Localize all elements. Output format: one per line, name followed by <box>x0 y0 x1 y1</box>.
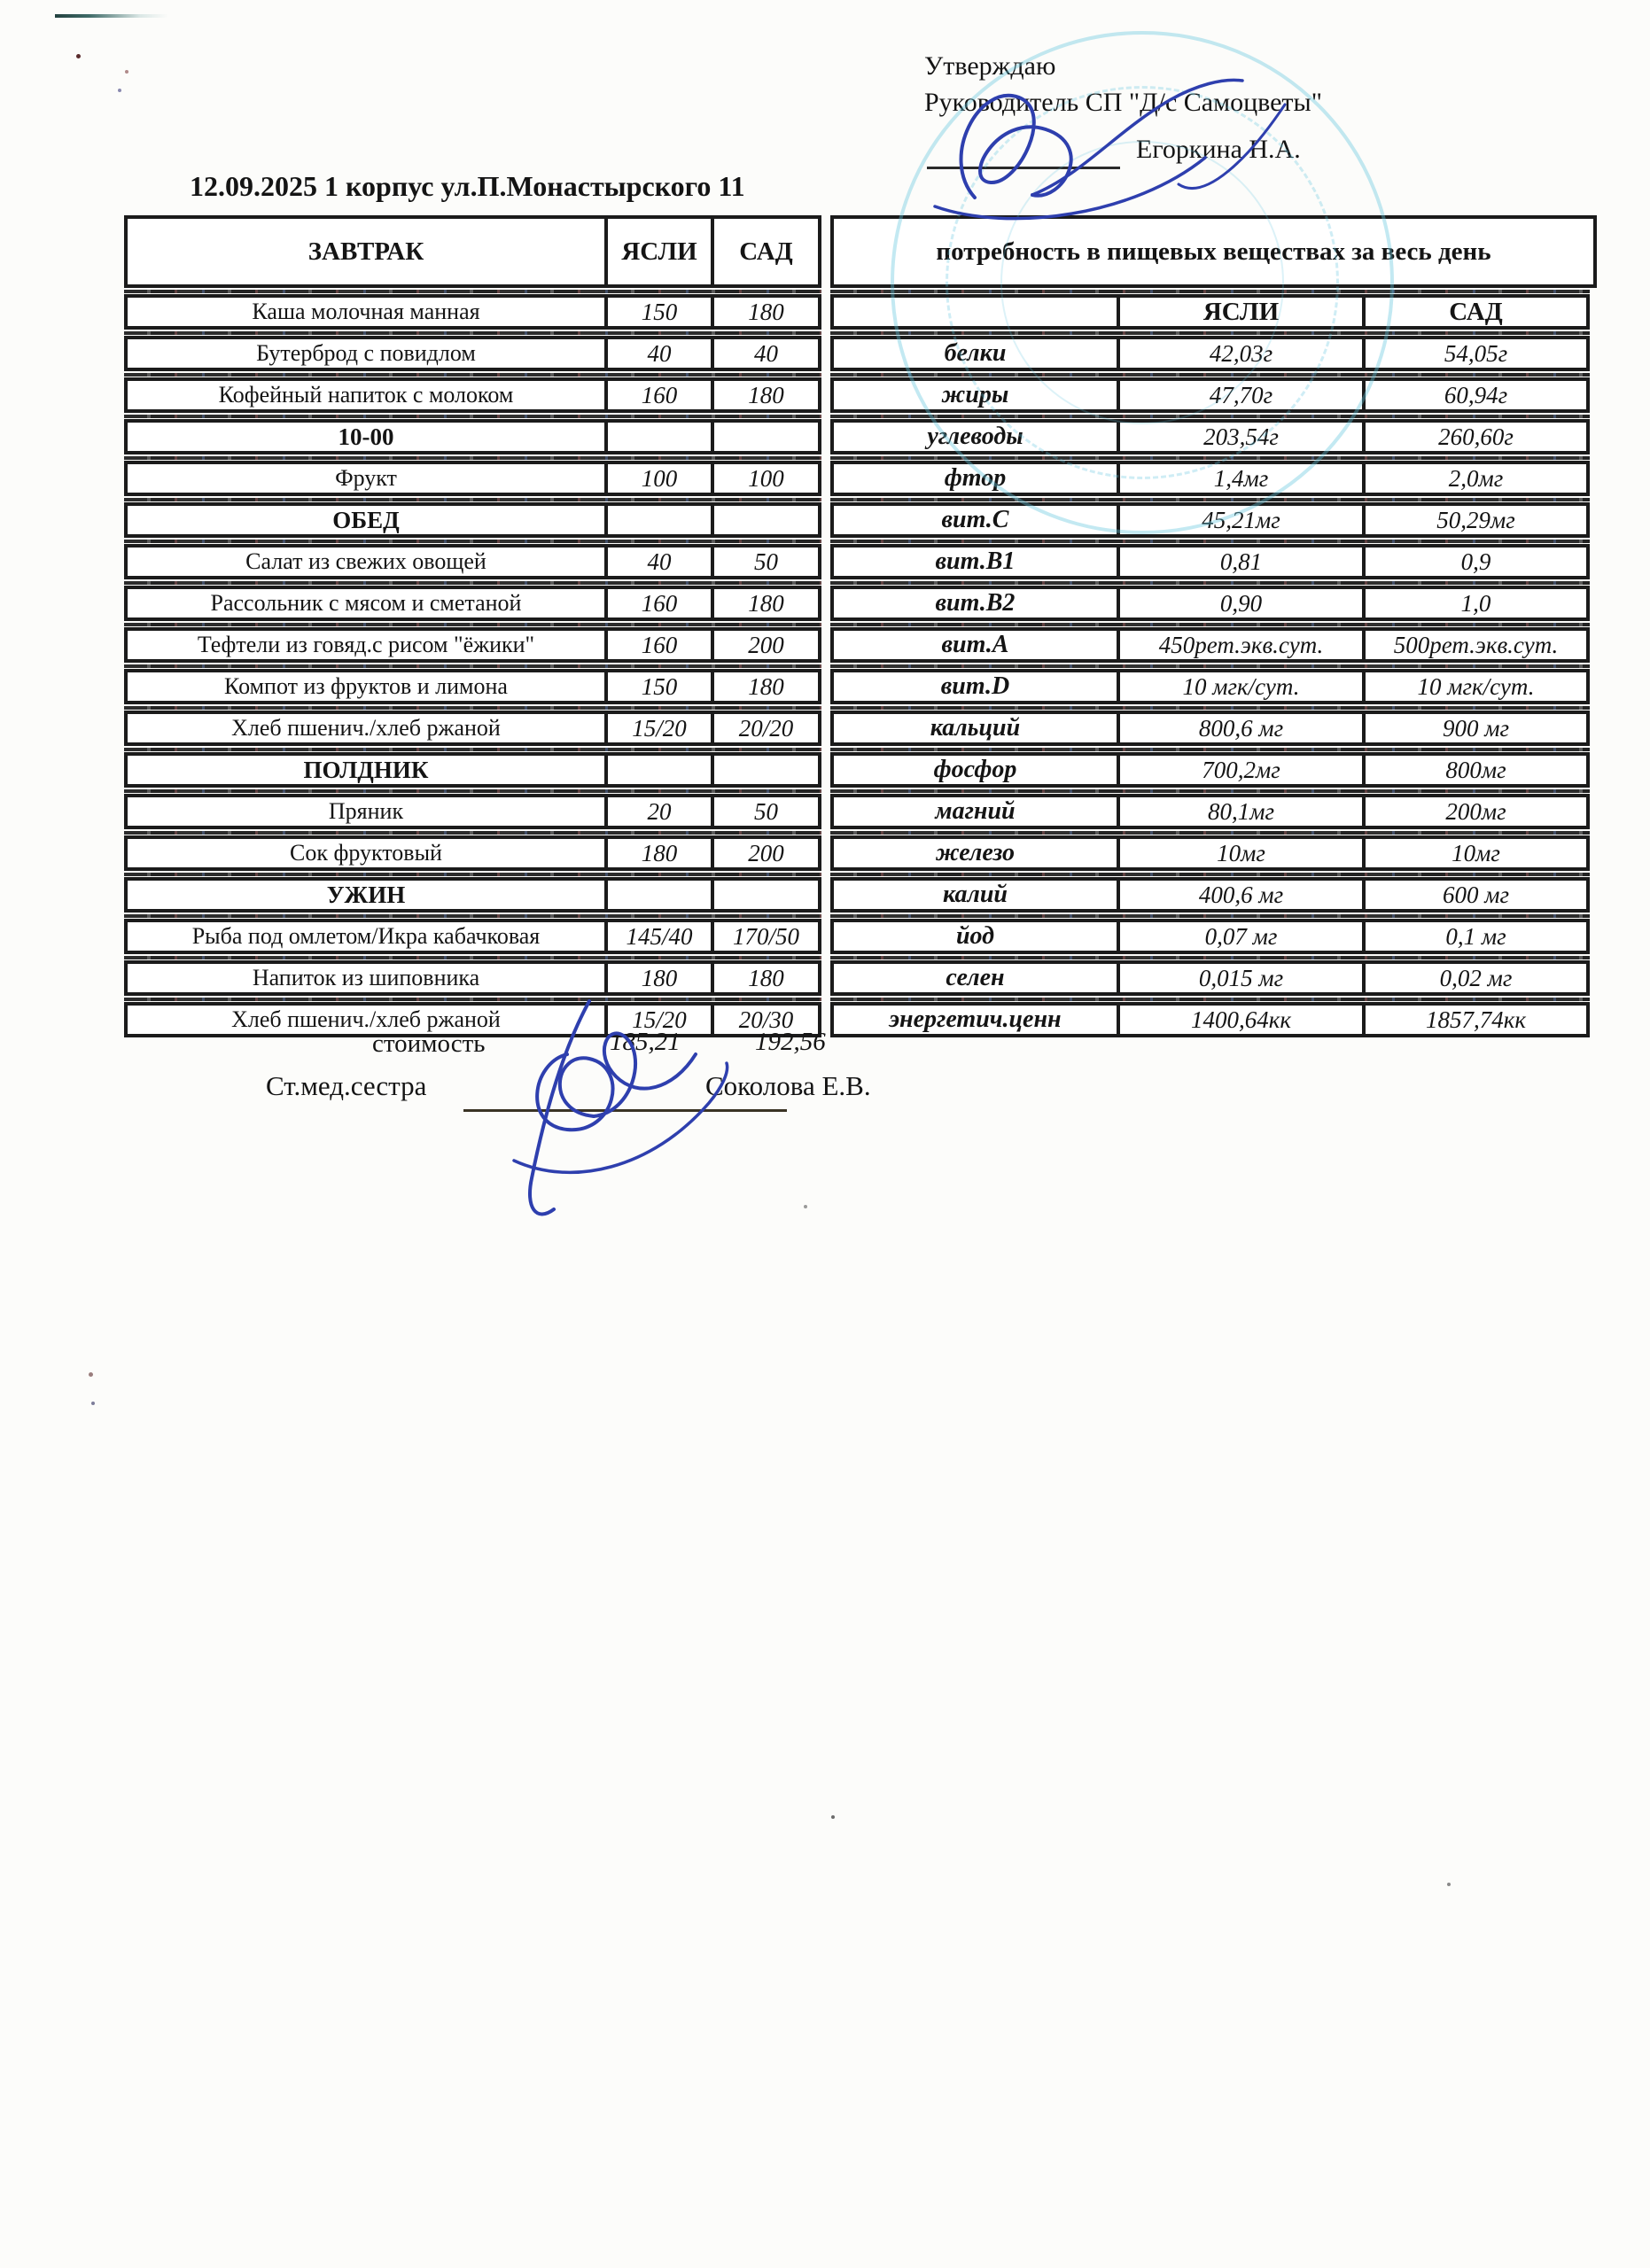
header-nutrients-title: потребность в пищевых веществах за весь день <box>830 215 1597 288</box>
nutrient-name-cell: вит.В2 <box>830 586 1120 621</box>
table-row <box>124 586 1597 621</box>
approval-name: Егоркина Н.А. <box>1136 135 1301 164</box>
approval-signature-line <box>927 167 1120 169</box>
table-row <box>124 752 1597 788</box>
portion-nursery-cell <box>604 752 714 788</box>
header-garden: САД <box>711 215 821 288</box>
table-row <box>124 1002 1597 1037</box>
table-row <box>124 877 1597 913</box>
portion-garden-cell: 50 <box>711 544 821 579</box>
nutrient-nursery-cell: 700,2мг <box>1117 752 1366 788</box>
nutrient-garden-cell: 600 мг <box>1362 877 1590 913</box>
nutrient-nursery-cell: 400,6 мг <box>1117 877 1366 913</box>
portion-nursery-cell: 40 <box>604 544 714 579</box>
nutrient-garden-cell: 900 мг <box>1362 711 1590 746</box>
nutrient-garden-cell: 0,9 <box>1362 544 1590 579</box>
nutrient-garden-cell: 500рет.экв.сут. <box>1362 627 1590 663</box>
nurse-name: Соколова Е.В. <box>705 1070 871 1101</box>
nutrient-nursery-cell: 1400,64кк <box>1117 1002 1366 1037</box>
dish-cell: Тефтели из говяд.с рисом "ёжики" <box>124 627 608 663</box>
nutrient-name-cell: селен <box>830 960 1120 996</box>
dish-cell: Хлеб пшенич./хлеб ржаной <box>124 1002 608 1037</box>
portion-garden-cell <box>711 752 821 788</box>
nutrient-garden-cell: 10мг <box>1362 835 1590 871</box>
portion-garden-cell: 40 <box>711 336 821 371</box>
row-separator <box>124 288 1597 294</box>
table-row <box>124 794 1597 829</box>
portion-nursery-cell: 20 <box>604 794 714 829</box>
row-separator <box>124 704 1597 711</box>
portion-nursery-cell: 160 <box>604 586 714 621</box>
table-header-row <box>124 215 1597 288</box>
table-row <box>124 669 1597 704</box>
nutrient-name-cell: энергетич.ценн <box>830 1002 1120 1037</box>
nutrient-nursery-cell: 203,54г <box>1117 419 1366 454</box>
cost-label: стоимость <box>372 1029 486 1058</box>
nutrient-garden-cell: 0,02 мг <box>1362 960 1590 996</box>
table-row <box>124 502 1597 538</box>
dish-cell: Фрукт <box>124 461 608 496</box>
scan-artifact-line <box>55 14 168 18</box>
nutrient-blank-cell <box>830 294 1120 330</box>
row-separator <box>124 579 1597 586</box>
nutrient-nursery-cell: 80,1мг <box>1117 794 1366 829</box>
row-separator <box>124 496 1597 502</box>
portion-garden-cell: 200 <box>711 627 821 663</box>
portion-nursery-cell <box>604 419 714 454</box>
portion-garden-cell <box>711 419 821 454</box>
nutrient-name-cell: фтор <box>830 461 1120 496</box>
dish-cell: Рассольник с мясом и сметаной <box>124 586 608 621</box>
row-separator <box>124 621 1597 627</box>
portion-garden-cell: 180 <box>711 960 821 996</box>
nutrient-garden-cell: 60,94г <box>1362 377 1590 413</box>
row-separator <box>124 954 1597 960</box>
dish-cell: Каша молочная манная <box>124 294 608 330</box>
table-row <box>124 627 1597 663</box>
row-separator <box>124 829 1597 835</box>
nutrient-nursery-cell: 10 мгк/сут. <box>1117 669 1366 704</box>
portion-nursery-cell <box>604 877 714 913</box>
portion-garden-cell: 180 <box>711 669 821 704</box>
row-separator <box>124 746 1597 752</box>
portion-nursery-cell: 40 <box>604 336 714 371</box>
row-separator <box>124 663 1597 669</box>
scan-speck <box>76 54 81 58</box>
dish-cell: Салат из свежих овощей <box>124 544 608 579</box>
header-nursery: ЯСЛИ <box>604 215 714 288</box>
nutrient-garden-cell: 10 мгк/сут. <box>1362 669 1590 704</box>
nurse-label: Ст.мед.сестра <box>266 1070 427 1101</box>
row-separator <box>124 413 1597 419</box>
row-separator <box>124 454 1597 461</box>
table-row <box>124 336 1597 371</box>
table-row <box>124 960 1597 996</box>
meal-section-cell: ПОЛДНИК <box>124 752 608 788</box>
dish-cell: Рыба под омлетом/Икра кабачковая <box>124 919 608 954</box>
portion-nursery-cell: 100 <box>604 461 714 496</box>
nutrient-garden-cell: 2,0мг <box>1362 461 1590 496</box>
nutrient-name-cell: белки <box>830 336 1120 371</box>
portion-nursery-cell: 160 <box>604 377 714 413</box>
nutrient-nursery-cell: 450рет.экв.сут. <box>1117 627 1366 663</box>
nutrient-nursery-cell: 800,6 мг <box>1117 711 1366 746</box>
nutrient-name-cell: кальций <box>830 711 1120 746</box>
portion-garden-cell: 50 <box>711 794 821 829</box>
nutrient-garden-cell: 0,1 мг <box>1362 919 1590 954</box>
table-row <box>124 835 1597 871</box>
portion-garden-cell: 200 <box>711 835 821 871</box>
row-separator <box>124 871 1597 877</box>
nutrient-garden-cell: 1,0 <box>1362 586 1590 621</box>
portion-garden-cell: 20/20 <box>711 711 821 746</box>
meal-section-cell: 10-00 <box>124 419 608 454</box>
row-separator <box>124 913 1597 919</box>
approval-block <box>924 49 1545 120</box>
nurse-signature-line <box>463 1109 787 1112</box>
nutrient-garden-cell: 200мг <box>1362 794 1590 829</box>
dish-cell: Хлеб пшенич./хлеб ржаной <box>124 711 608 746</box>
scan-speck <box>89 1372 93 1377</box>
scan-speck <box>91 1402 95 1405</box>
table-row <box>124 919 1597 954</box>
nutrient-name-cell: вит.В1 <box>830 544 1120 579</box>
portion-nursery-cell: 15/20 <box>604 1002 714 1037</box>
nutrient-name-cell: углеводы <box>830 419 1120 454</box>
table-row <box>124 294 1597 330</box>
table-row <box>124 419 1597 454</box>
nutrient-nursery-cell: 0,90 <box>1117 586 1366 621</box>
dish-cell: Компот из фруктов и лимона <box>124 669 608 704</box>
approval-line1: Утверждаю <box>924 51 1056 81</box>
approval-line2: Руководитель СП "Д/с Самоцветы" <box>924 87 1322 117</box>
cost-garden-value: 192,56 <box>755 1028 826 1056</box>
nutrient-nursery-cell: 45,21мг <box>1117 502 1366 538</box>
row-separator <box>124 996 1597 1002</box>
menu-table <box>124 215 1597 1037</box>
portion-garden-cell: 100 <box>711 461 821 496</box>
row-separator <box>124 371 1597 377</box>
portion-nursery-cell: 160 <box>604 627 714 663</box>
portion-nursery-cell: 180 <box>604 960 714 996</box>
portion-garden-cell: 170/50 <box>711 919 821 954</box>
table-row <box>124 544 1597 579</box>
portion-nursery-cell: 150 <box>604 294 714 330</box>
cost-nursery-value: 185,21 <box>610 1028 681 1056</box>
dish-cell: Кофейный напиток с молоком <box>124 377 608 413</box>
nutrient-garden-cell: 1857,74кк <box>1362 1002 1590 1037</box>
nutrient-nursery-cell: 42,03г <box>1117 336 1366 371</box>
nutrient-header-nursery: ЯСЛИ <box>1117 294 1366 330</box>
nutrient-name-cell: вит.С <box>830 502 1120 538</box>
nutrient-name-cell: калий <box>830 877 1120 913</box>
nutrient-name-cell: йод <box>830 919 1120 954</box>
table-row <box>124 377 1597 413</box>
portion-nursery-cell: 145/40 <box>604 919 714 954</box>
portion-garden-cell: 180 <box>711 586 821 621</box>
dish-cell: Бутерброд с повидлом <box>124 336 608 371</box>
scan-speck <box>118 89 121 92</box>
nutrient-garden-cell: 50,29мг <box>1362 502 1590 538</box>
portion-nursery-cell: 180 <box>604 835 714 871</box>
row-separator <box>124 330 1597 336</box>
nutrient-nursery-cell: 1,4мг <box>1117 461 1366 496</box>
portion-garden-cell: 180 <box>711 294 821 330</box>
nutrient-nursery-cell: 10мг <box>1117 835 1366 871</box>
nutrient-name-cell: магний <box>830 794 1120 829</box>
dish-cell: Пряник <box>124 794 608 829</box>
nutrient-name-cell: фосфор <box>830 752 1120 788</box>
portion-nursery-cell <box>604 502 714 538</box>
row-separator <box>124 788 1597 794</box>
table-row <box>124 711 1597 746</box>
meal-section-cell: УЖИН <box>124 877 608 913</box>
meal-section-cell: ОБЕД <box>124 502 608 538</box>
scan-speck <box>831 1815 835 1819</box>
nutrient-nursery-cell: 47,70г <box>1117 377 1366 413</box>
row-separator <box>124 538 1597 544</box>
nutrient-garden-cell: 800мг <box>1362 752 1590 788</box>
scan-speck <box>1447 1883 1451 1886</box>
nutrient-nursery-cell: 0,07 мг <box>1117 919 1366 954</box>
portion-nursery-cell: 150 <box>604 669 714 704</box>
nutrient-nursery-cell: 0,015 мг <box>1117 960 1366 996</box>
portion-garden-cell: 20/30 <box>711 1002 821 1037</box>
scan-speck <box>125 70 128 74</box>
nutrient-name-cell: вит.D <box>830 669 1120 704</box>
page-title: 12.09.2025 1 корпус ул.П.Монастырского 11 <box>190 170 745 202</box>
nutrient-name-cell: железо <box>830 835 1120 871</box>
scan-speck <box>804 1205 807 1208</box>
nutrient-header-garden: САД <box>1362 294 1590 330</box>
header-meal: ЗАВТРАК <box>124 215 608 288</box>
portion-nursery-cell: 15/20 <box>604 711 714 746</box>
dish-cell: Напиток из шиповника <box>124 960 608 996</box>
dish-cell: Сок фруктовый <box>124 835 608 871</box>
nutrient-garden-cell: 54,05г <box>1362 336 1590 371</box>
nutrient-garden-cell: 260,60г <box>1362 419 1590 454</box>
portion-garden-cell <box>711 877 821 913</box>
nutrient-name-cell: жиры <box>830 377 1120 413</box>
portion-garden-cell <box>711 502 821 538</box>
nutrient-nursery-cell: 0,81 <box>1117 544 1366 579</box>
portion-garden-cell: 180 <box>711 377 821 413</box>
nutrient-name-cell: вит.А <box>830 627 1120 663</box>
table-row <box>124 461 1597 496</box>
